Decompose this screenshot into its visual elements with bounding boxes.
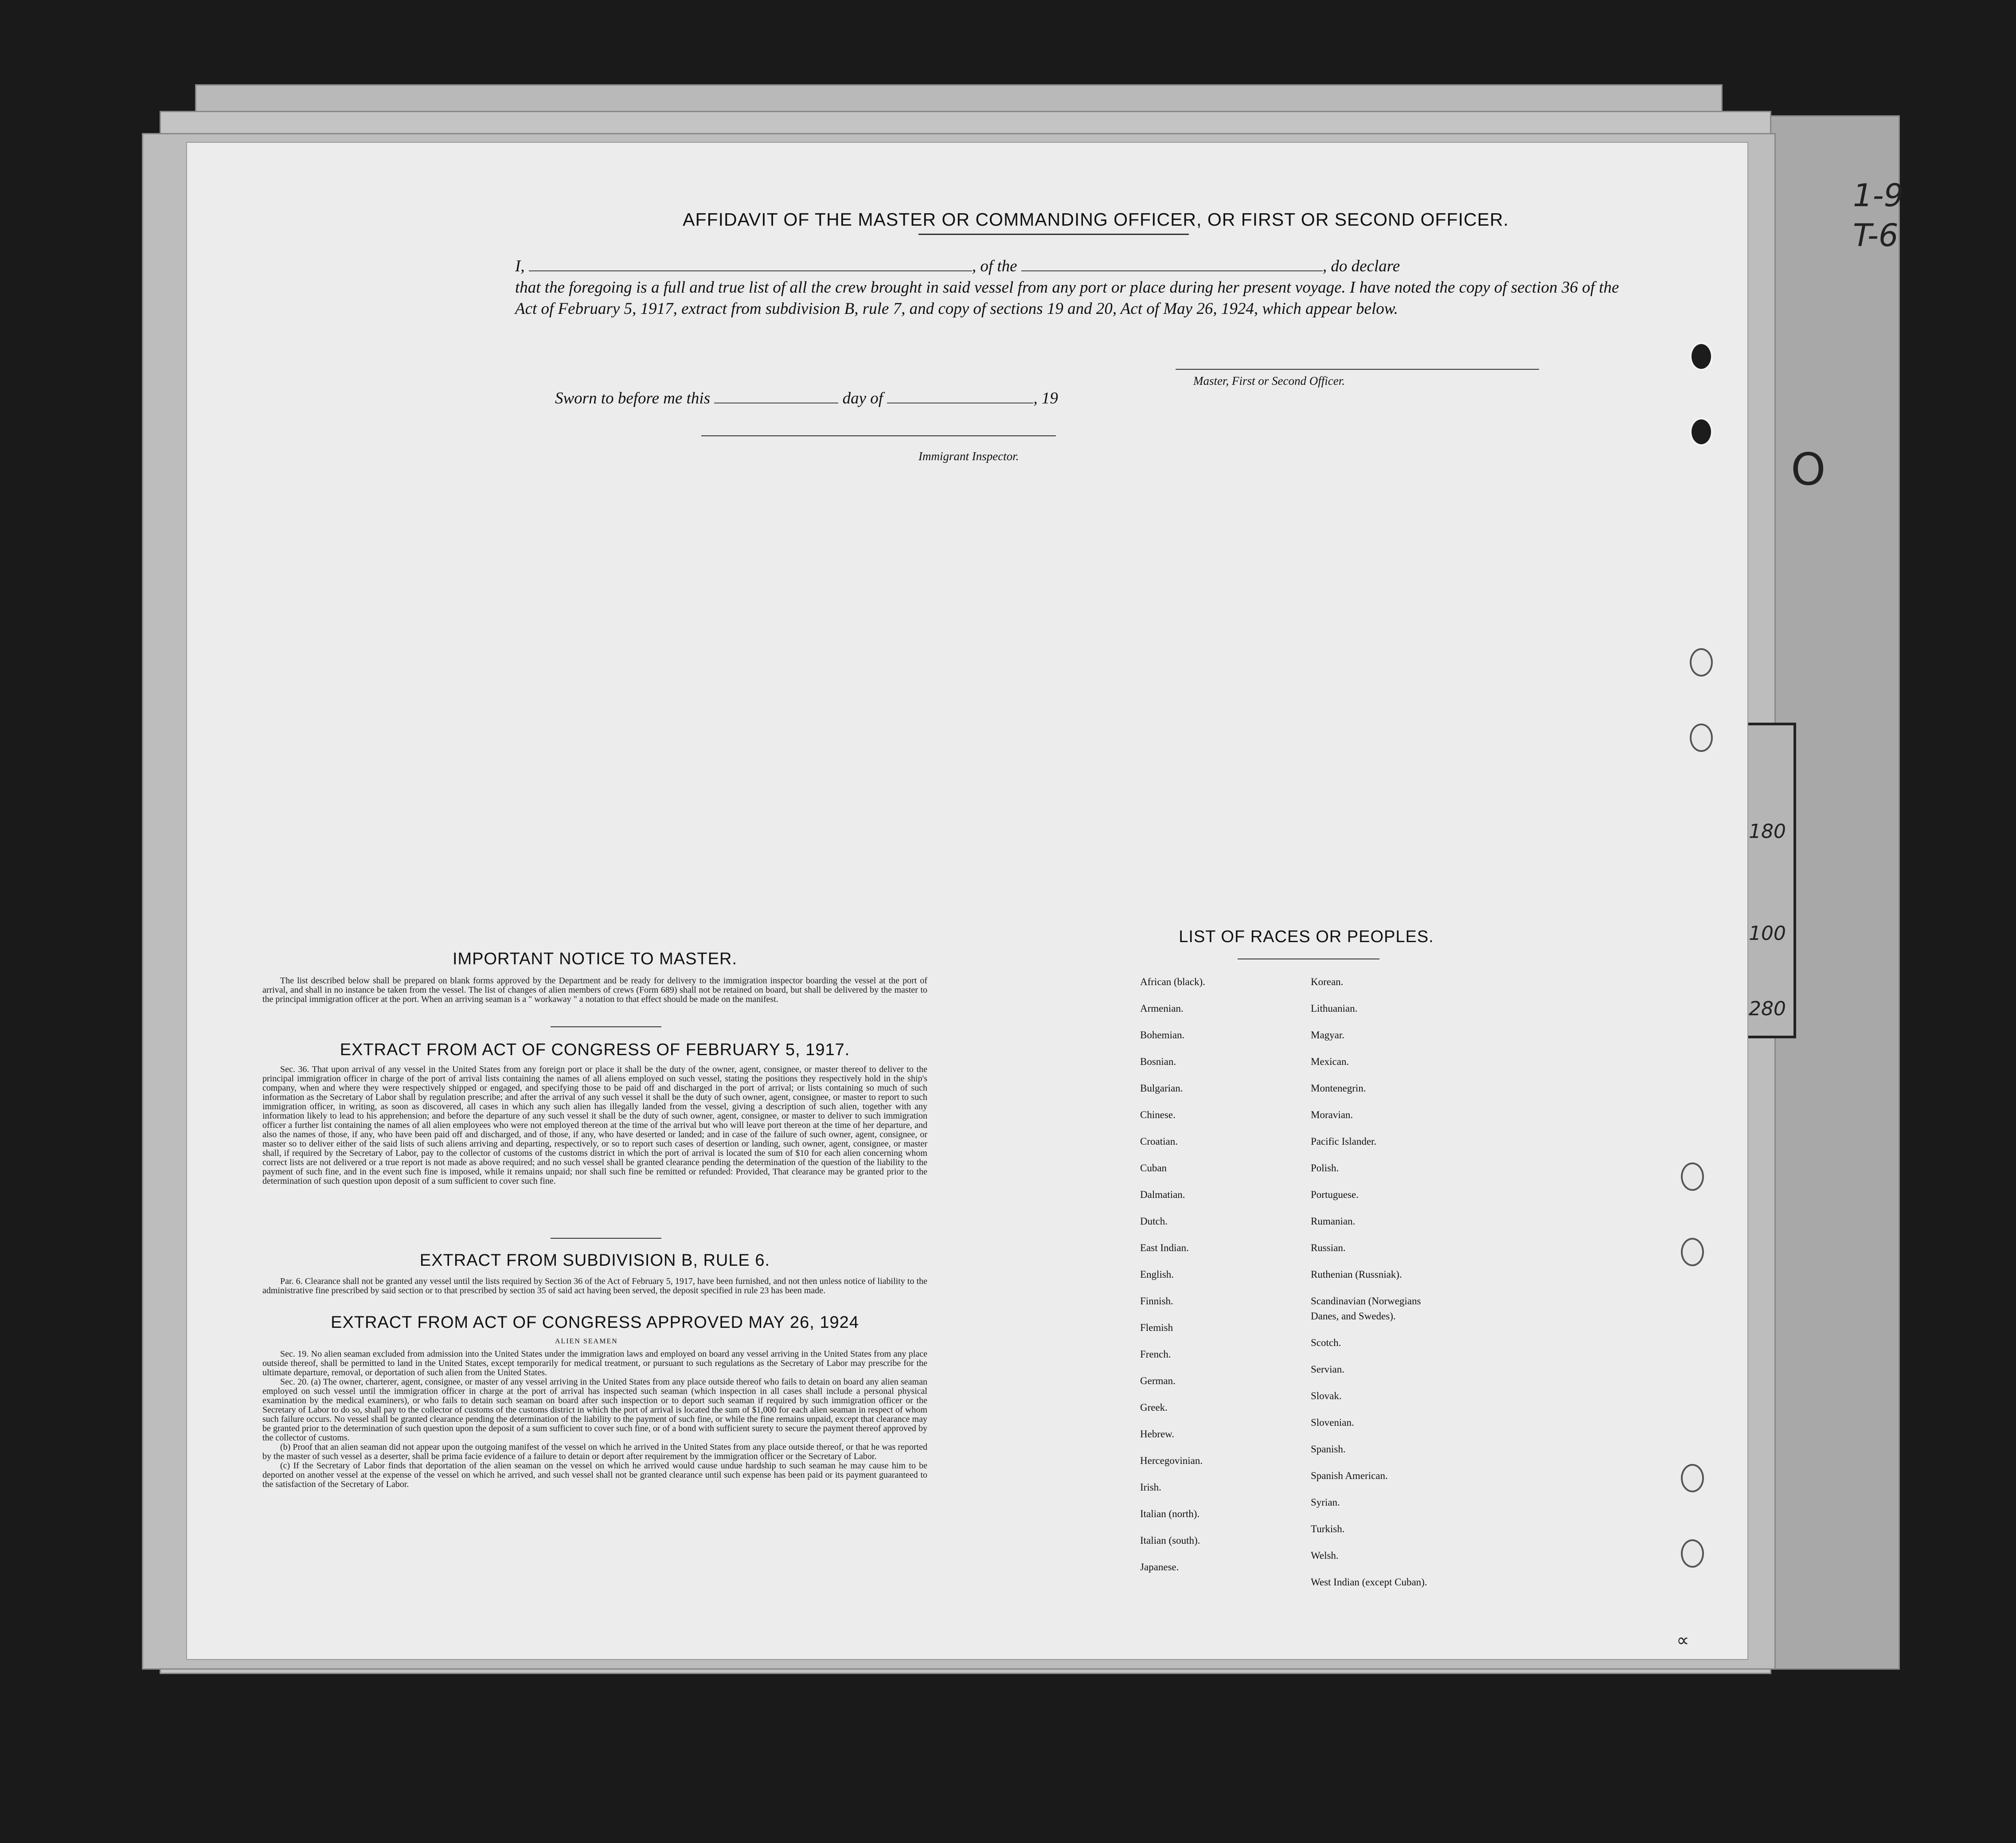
race-item: Cuban: [1140, 1162, 1167, 1174]
race-item: Turkish.: [1311, 1523, 1345, 1534]
affidavit-first-line: [515, 256, 1632, 277]
extract-1917-text: Sec. 36. That upon arrival of any vessel in the United States from any foreign port or place it shall be the duty of the owner, agent, consignee, or master thereof to deliver to the principal immigration officer in charge of the port of arrival lists containing the names of all aliens employed on such vessel, stating the positions they respectively hold in the ship's company, when and where they were respectively shipped or engaged, and specifying those to be paid off and discharged in the port of arrival; or lists containing so much of such information as the Secretary of Labor shall by regulation prescribe; and after the arrival of any such vessel it shall be the duty of such owner, agent, consignee, or master to report to such immigration officer, in writing, as soon as discovered, all cases in which any such alien has illegally landed from the vessel, giving a description of such alien, together with any information likely to lead to his apprehension; and before the departure of any such vessel it shall be the duty of such owner, agent, consignee, or master to deliver to such immigration officer a further list containing the names of all alien employees who were not employed thereon at the time of the arrival but who will leave port thereon at the time of her departure, and also the names of those, if any, who have been paid off and discharged, and of those, if any, who have deserted or landed; and in case of the failure of such owner, agent, consignee, or master so to deliver either of the said lists of such aliens arriving and departing, respectively, or so to report such cases of desertion or landing, such owner, agent, consignee, or master shall, if required by the Secretary of Labor, pay to the collector of customs of the customs district in which the port of arrival is located the sum of $10 for each alien concerning whom correct lists are not delivered or a true report is not made as above required; and no such vessel shall be granted clearance pending the determination of the question of the liability to the payment of such fine, and in the event such fine is imposed, while it remains unpaid; nor shall such fine be remitted or refunded: Provided, That clearance may be granted prior to the determination of such question upon deposit of a sum sufficient to cover such fine.: [262, 1064, 927, 1186]
punch-hole: [1690, 648, 1713, 677]
rule-6-title: EXTRACT FROM SUBDIVISION B, RULE 6.: [419, 1251, 770, 1270]
race-item: Scotch.: [1311, 1337, 1341, 1348]
declare-text: , do declare: [1322, 257, 1400, 275]
inspector-signature-line: [701, 435, 1056, 436]
day-of-text: day of: [842, 389, 883, 407]
punch-hole: [1681, 1464, 1704, 1492]
race-item: Servian.: [1311, 1364, 1345, 1375]
passenger-count-stamp: [1742, 723, 1796, 1038]
race-item: Dutch.: [1140, 1216, 1168, 1227]
race-item: Lithuanian.: [1311, 1003, 1358, 1014]
race-item: Polish.: [1311, 1162, 1339, 1174]
vessel-prefix: , of the: [972, 257, 1017, 275]
section-20a-text: Sec. 20. (a) The owner, charterer, agent, consignee, or master of any vessel arriving in the United States from any place outside thereof who fails to detain on board any alien seaman employed on such vessel until the immigration officer in charge at the port of arrival has inspected such seaman (which inspection in all cases shall include a personal physical examination by the medical examiners), or who fails to detain such seaman on board after such inspection or to deport such seaman if required by such immigration officer or the Secretary of Labor to do so, shall pay to the collector of customs of the customs district in which the port of arrival is located the sum of $1,000 for each alien seaman in respect of whom such failure occurs. No vessel shall be granted clearance pending the determination of the liability to the payment of such fine, or while the fine remains unpaid, except that clearance may be granted prior to the determination of such question upon the deposit of a sum sufficient to cover such fine, or of a bond with sufficient surety to secure the payment thereof approved by the collector of customs.: [262, 1377, 927, 1443]
race-item: East Indian.: [1140, 1242, 1189, 1253]
race-item: German.: [1140, 1375, 1176, 1386]
punch-hole: [1690, 724, 1713, 752]
master-signature-line: [1176, 369, 1539, 370]
extract-1917-title: EXTRACT FROM ACT OF CONGRESS OF FEBRUARY 5, 1917.: [340, 1041, 850, 1059]
inspector-signature-label: Immigrant Inspector.: [918, 450, 1019, 463]
affidavit-title: AFFIDAVIT OF THE MASTER OR COMMANDING OFFICER, OR FIRST OR SECOND OFFICER.: [683, 209, 1509, 230]
race-item: Pacific Islander.: [1311, 1136, 1377, 1147]
race-item: Welsh.: [1311, 1550, 1339, 1561]
affidavit-statement: that the foregoing is a full and true list of all the crew brought in said vessel from any port or place during her present voyage. I have noted the copy of section 36 of the Act of February 5, 1917, extract from subdivision B, rule 7, and copy of sections 19 and 20, Act of May 26, 1924, which appear below.: [515, 278, 1619, 318]
race-item: Scandinavian (Norwegians: [1311, 1295, 1421, 1307]
race-item: Spanish American.: [1311, 1470, 1388, 1481]
race-item: French.: [1140, 1349, 1171, 1360]
sworn-line: [555, 389, 1058, 408]
race-item: Spanish.: [1311, 1444, 1346, 1455]
section-20c-text: (c) If the Secretary of Labor finds that deportation of the alien seaman on the vessel on which he arrived would cause undue hardship to such seaman he may cause him to be deported on another vessel at the expense of the vessel on which he arrived, and such vessel shall not be granted clearance until such expense has been paid or its payment guaranteed to the satisfaction of the Secretary of Labor.: [262, 1461, 927, 1489]
race-item: Danes, and Swedes).: [1311, 1311, 1396, 1322]
extract-1917-rule: [551, 1238, 661, 1239]
vessel-name-blank: [1021, 270, 1323, 271]
notice-text: The list described below shall be prepared on blank forms approved by the Department and be ready for delivery to the immigration inspector boarding the vessel at the port of arrival, and shall in no instance be taken from the vessel. The list of changes of alien members of crews (Form 689) shall not be retained on board, but shall be delivered by the master to the principal immigration officer at the port. When an arriving seaman is a " workaway " a notation to that effect should be made on the manifest.: [262, 976, 927, 1004]
race-item: Japanese.: [1140, 1561, 1179, 1573]
declarant-prefix: I,: [515, 257, 525, 275]
document-page: [186, 142, 1748, 1660]
race-item: Flemish: [1140, 1322, 1173, 1333]
race-item: West Indian (except Cuban).: [1311, 1577, 1427, 1588]
race-item: Italian (north).: [1140, 1508, 1200, 1519]
race-item: Slovenian.: [1311, 1417, 1354, 1428]
title-rule: [918, 234, 1189, 235]
race-item: Korean.: [1311, 976, 1344, 987]
race-item: Russian.: [1311, 1242, 1346, 1253]
race-item: English.: [1140, 1269, 1174, 1280]
race-item: Bohemian.: [1140, 1029, 1185, 1041]
stamp-value-1: 180: [1749, 820, 1786, 843]
race-item: Moravian.: [1311, 1109, 1353, 1120]
race-item: Hebrew.: [1140, 1428, 1175, 1440]
alien-seamen-subtitle: ALIEN SEAMEN: [555, 1338, 618, 1345]
corner-mark: ∝: [1676, 1630, 1689, 1651]
race-item: Bosnian.: [1140, 1056, 1176, 1067]
punch-hole: [1681, 1238, 1704, 1266]
extract-1924-text: [262, 1350, 927, 1489]
race-item: Portuguese.: [1311, 1189, 1359, 1200]
affidavit-body: [515, 256, 1632, 320]
race-item: Mexican.: [1311, 1056, 1349, 1067]
section-19-text: Sec. 19. No alien seaman excluded from admission into the United States under the immigration laws and employed on board any vessel arriving in the United States from any place outside thereof, shall be permitted to land in the United States, except temporarily for medical treatment, or pursuant to such regulations as the Secretary of Labor may prescribe for the ultimate departure, removal, or deportation of such alien from the United States.: [262, 1349, 927, 1377]
extract-1924-title: EXTRACT FROM ACT OF CONGRESS APPROVED MAY 26, 1924: [331, 1313, 859, 1332]
rule-6-text: Par. 6. Clearance shall not be granted any vessel until the lists required by Section 36 of the Act of February 5, 1917, have been furnished, and not then unless notice of liability to the administrative fine prescribed by said section or to that prescribed by section 35 of said act having been served, the deposit specified in rule 23 has been made.: [262, 1276, 927, 1295]
race-item: Bulgarian.: [1140, 1083, 1183, 1094]
stamp-value-2: 100: [1749, 922, 1786, 945]
race-item: African (black).: [1140, 976, 1205, 987]
race-item: Slovak.: [1311, 1390, 1342, 1401]
year-prefix: , 19: [1033, 389, 1058, 407]
margin-circle-mark: O: [1791, 443, 1826, 495]
notice-title: IMPORTANT NOTICE TO MASTER.: [452, 950, 738, 968]
race-item: Greek.: [1140, 1402, 1168, 1413]
race-item: Armenian.: [1140, 1003, 1184, 1014]
punch-hole: [1681, 1162, 1704, 1191]
race-item: Finnish.: [1140, 1295, 1173, 1307]
race-item: Syrian.: [1311, 1497, 1340, 1508]
section-20b-text: (b) Proof that an alien seaman did not appear upon the outgoing manifest of the vessel on which he arrived in the United States from any place outside thereof, or that he was reported by the master of such vessel as a deserter, shall be prima facie evidence of a failure to detain or deport after requirement by the immigration officer or the Secretary of Labor.: [262, 1442, 927, 1461]
notice-rule: [551, 1026, 661, 1027]
race-item: Montenegrin.: [1311, 1083, 1366, 1094]
race-item: Magyar.: [1311, 1029, 1345, 1041]
race-item: Hercegovinian.: [1140, 1455, 1203, 1466]
race-item: Ruthenian (Russniak).: [1311, 1269, 1402, 1280]
race-item: Dalmatian.: [1140, 1189, 1185, 1200]
margin-note-top: 1-9: [1853, 177, 1904, 214]
punch-hole: [1690, 418, 1713, 446]
punch-hole: [1690, 342, 1713, 371]
race-item: Croatian.: [1140, 1136, 1178, 1147]
punch-hole: [1681, 1539, 1704, 1568]
sworn-text: Sworn to before me this: [555, 389, 711, 407]
races-title: LIST OF RACES OR PEOPLES.: [1179, 927, 1434, 946]
race-item: Rumanian.: [1311, 1216, 1356, 1227]
race-item: Irish.: [1140, 1482, 1161, 1493]
master-signature-label: Master, First or Second Officer.: [1193, 374, 1345, 387]
race-item: Italian (south).: [1140, 1535, 1200, 1546]
declarant-name-blank: [529, 270, 972, 271]
stamp-value-3: 280: [1749, 998, 1786, 1020]
race-item: Chinese.: [1140, 1109, 1176, 1120]
margin-note-second: T-6: [1853, 217, 1899, 254]
